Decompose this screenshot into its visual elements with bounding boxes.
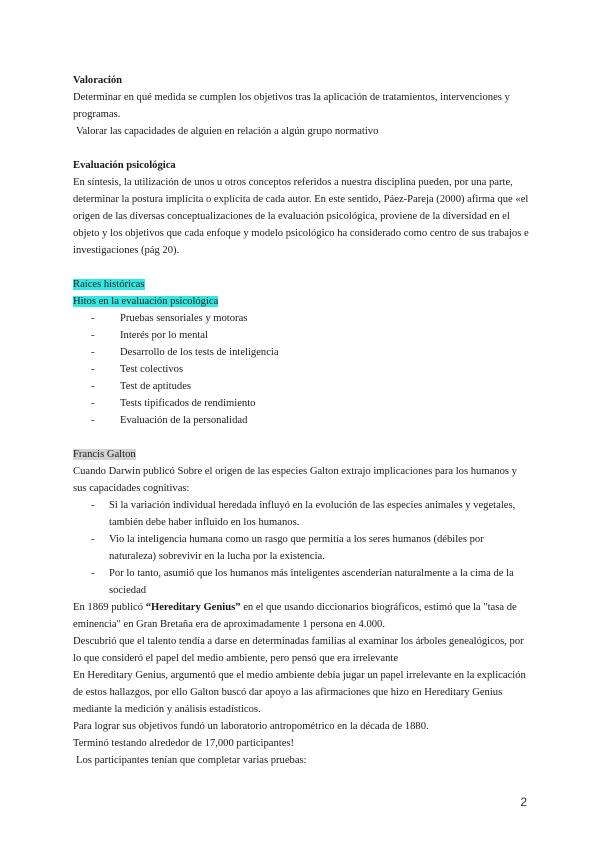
list-item: - Por lo tanto, asumió que los humanos más inteligentes ascenderían naturalmente a la cima de la sociedad [73, 565, 533, 599]
galton-heading: Francis Galton [73, 449, 136, 460]
valoracion-definition-1: Determinar en qué medida se cumplen los objetivos tras la aplicación de tratamientos, intervenciones y programas. [73, 92, 510, 120]
valoracion-heading: Valoración [73, 75, 123, 86]
evaluacion-paragraph: En síntesis, la utilización de unos u otros conceptos referidos a nuestra disciplina pueden, por una parte, determinar la postura implícita o explícita de cada autor. En este sentido, Páez-Pareja (2000) afirma que «el origen de las diversas conceptualizaciones de la evaluación psicológica, proviene de la diversidad en el objeto y los objetivos que cada enfoque y modelo psicológico ha considerado como centro de sus trabajos e investigaciones (pág 20). [73, 177, 529, 256]
evaluacion-heading: Evaluación psicológica [73, 160, 176, 171]
galton-paragraph-1 [73, 599, 533, 633]
list-item: - Evaluación de la personalidad [73, 412, 533, 429]
hitos-list [73, 310, 533, 429]
valoracion-definition-2: Valorar las capacidades de alguien en relación a algún grupo normativo [76, 126, 379, 137]
galton-paragraph-6: Los participantes tenían que completar varias pruebas: [76, 755, 307, 766]
raices-heading: Raíces históricas [73, 279, 145, 290]
list-item: - Desarrollo de los tests de inteligencia [73, 344, 533, 361]
galton-paragraph-4: Para lograr sus objetivos fundó un laboratorio antropométrico en la década de 1880. [73, 721, 429, 732]
list-item: - Vio la inteligencia humana como un rasgo que permitía a los seres humanos (débiles por naturaleza) sobrevivir en la lucha por la existencia. [73, 531, 533, 565]
galton-paragraph-5: Terminó testando alrededor de 17,000 participantes! [73, 738, 295, 749]
list-item: - Test colectivos [73, 361, 533, 378]
galton-paragraph-3: En Hereditary Genius, argumentó que el medio ambiente debía jugar un papel irrelevante en la explicación de estos hallazgos, por ello Galton buscó dar apoyo a las afirmaciones que hizo en Hereditary Genius mediante la medición y análisis estadísticos. [73, 670, 526, 715]
galton-p1-pre: En 1869 publicó [73, 602, 146, 613]
list-item: - Si la variación individual heredada influyó en la evolución de las especies animales y vegetales, también debe haber influido en los humanos. [73, 497, 533, 531]
hereditary-genius-title: “Hereditary Genius” [145, 602, 241, 613]
hitos-heading: Hitos en la evaluación psicológica [73, 296, 219, 307]
list-item: - Test de aptitudes [73, 378, 533, 395]
galton-intro: Cuando Darwin publicó Sobre el origen de las especies Galton extrajo implicaciones para los humanos y sus capacidades cognitivas: [73, 466, 517, 494]
list-item: - Pruebas sensoriales y motoras [73, 310, 533, 327]
list-item: - Tests tipificados de rendimiento [73, 395, 533, 412]
page-number: 2 [520, 795, 527, 809]
document-page [73, 72, 533, 769]
galton-list [73, 497, 533, 599]
galton-paragraph-2: Descubrió que el talento tendía a darse en determinadas familias al examinar los árboles genealógicos, por lo que consideró el papel del medio ambiente, pero pensó que era irrelevante [73, 636, 524, 664]
list-item: - Interés por lo mental [73, 327, 533, 344]
galton-p1-post: en el que usando diccionarios biográficos, estimó que la "tasa de eminencia" en Gran Bretaña era de aproximadamente 1 persona en 4.000. [73, 602, 517, 630]
